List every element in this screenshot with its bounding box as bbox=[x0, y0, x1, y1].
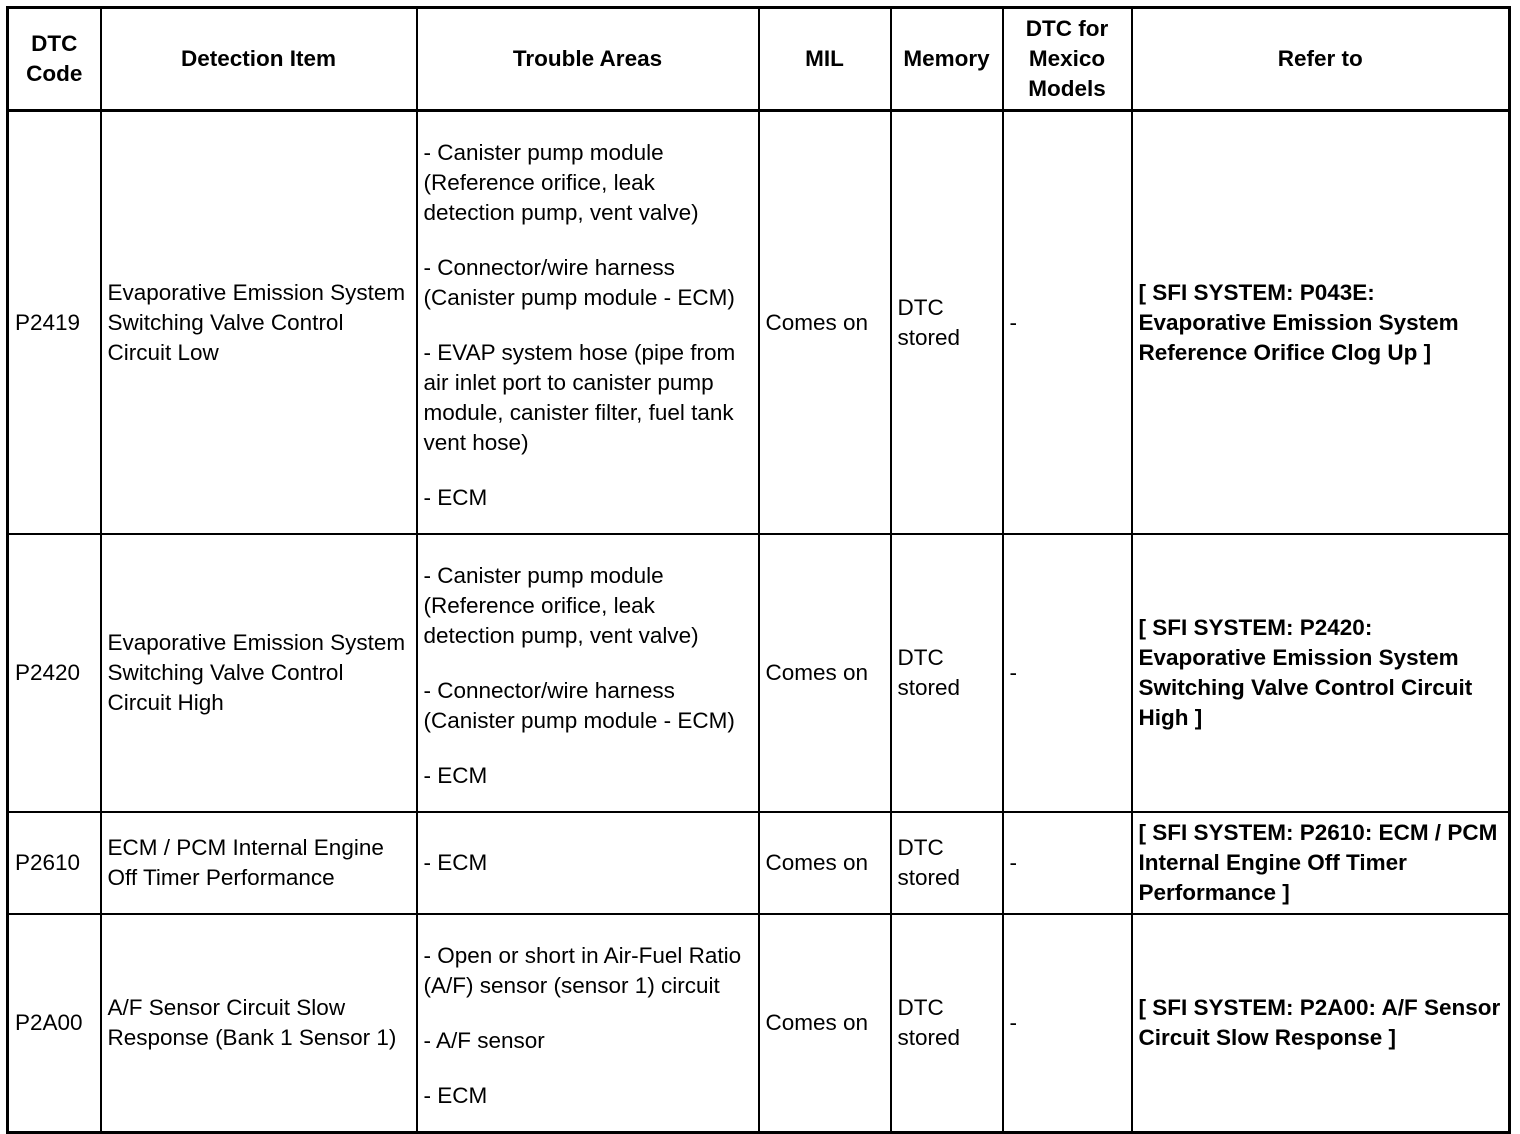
header-mil: MIL bbox=[759, 8, 891, 111]
dtc-table bbox=[6, 6, 1511, 1134]
memory-cell: DTC stored bbox=[891, 812, 1003, 914]
refer-link[interactable]: [ SFI SYSTEM: P2420: Evaporative Emission System Switching Valve Control Circuit High ] bbox=[1132, 534, 1510, 812]
trouble-area-item: - ECM bbox=[423, 763, 488, 788]
table-row bbox=[8, 812, 1510, 914]
mexico-cell: - bbox=[1003, 914, 1132, 1133]
table-row bbox=[8, 111, 1510, 535]
dtc-code-cell: P2419 bbox=[8, 111, 101, 535]
dtc-code-cell: P2A00 bbox=[8, 914, 101, 1133]
trouble-area-item: - Connector/wire harness (Canister pump module - ECM) bbox=[423, 255, 735, 310]
trouble-area-item: - ECM bbox=[423, 850, 488, 875]
trouble-areas-cell bbox=[417, 914, 759, 1133]
detection-item-cell: Evaporative Emission System Switching Valve Control Circuit Low bbox=[101, 111, 417, 535]
detection-item-cell: A/F Sensor Circuit Slow Response (Bank 1 Sensor 1) bbox=[101, 914, 417, 1133]
header-memory: Memory bbox=[891, 8, 1003, 111]
table-row bbox=[8, 914, 1510, 1133]
trouble-areas-cell bbox=[417, 534, 759, 812]
refer-link[interactable]: [ SFI SYSTEM: P2A00: A/F Sensor Circuit Slow Response ] bbox=[1132, 914, 1510, 1133]
header-refer-to: Refer to bbox=[1132, 8, 1510, 111]
header-detection-item: Detection Item bbox=[101, 8, 417, 111]
trouble-area-item: - Canister pump module (Reference orifice, leak detection pump, vent valve) bbox=[423, 140, 699, 225]
header-row bbox=[8, 8, 1510, 111]
mil-cell: Comes on bbox=[759, 111, 891, 535]
dtc-code-cell: P2420 bbox=[8, 534, 101, 812]
header-dtc-mexico: DTC for Mexico Models bbox=[1003, 8, 1132, 111]
mil-cell: Comes on bbox=[759, 914, 891, 1133]
trouble-areas-cell bbox=[417, 812, 759, 914]
trouble-area-item: - Canister pump module (Reference orifice, leak detection pump, vent valve) bbox=[423, 563, 699, 648]
trouble-area-item: - ECM bbox=[423, 1083, 488, 1108]
refer-link[interactable]: [ SFI SYSTEM: P2610: ECM / PCM Internal Engine Off Timer Performance ] bbox=[1132, 812, 1510, 914]
mil-cell: Comes on bbox=[759, 812, 891, 914]
mexico-cell: - bbox=[1003, 111, 1132, 535]
detection-item-cell: Evaporative Emission System Switching Valve Control Circuit High bbox=[101, 534, 417, 812]
refer-link[interactable]: [ SFI SYSTEM: P043E: Evaporative Emission System Reference Orifice Clog Up ] bbox=[1132, 111, 1510, 535]
trouble-area-item: - Connector/wire harness (Canister pump module - ECM) bbox=[423, 678, 735, 733]
header-dtc-code: DTC Code bbox=[8, 8, 101, 111]
trouble-area-item: - EVAP system hose (pipe from air inlet port to canister pump module, canister filter, fuel tank vent hose) bbox=[423, 340, 736, 455]
detection-item-cell: ECM / PCM Internal Engine Off Timer Performance bbox=[101, 812, 417, 914]
mil-cell: Comes on bbox=[759, 534, 891, 812]
table-row bbox=[8, 534, 1510, 812]
mexico-cell: - bbox=[1003, 534, 1132, 812]
mexico-cell: - bbox=[1003, 812, 1132, 914]
trouble-area-item: - ECM bbox=[423, 485, 488, 510]
memory-cell: DTC stored bbox=[891, 534, 1003, 812]
header-trouble-areas: Trouble Areas bbox=[417, 8, 759, 111]
trouble-area-item: - A/F sensor bbox=[423, 1028, 545, 1053]
trouble-area-item: - Open or short in Air-Fuel Ratio (A/F) sensor (sensor 1) circuit bbox=[423, 943, 742, 998]
memory-cell: DTC stored bbox=[891, 914, 1003, 1133]
memory-cell: DTC stored bbox=[891, 111, 1003, 535]
trouble-areas-cell bbox=[417, 111, 759, 535]
dtc-code-cell: P2610 bbox=[8, 812, 101, 914]
